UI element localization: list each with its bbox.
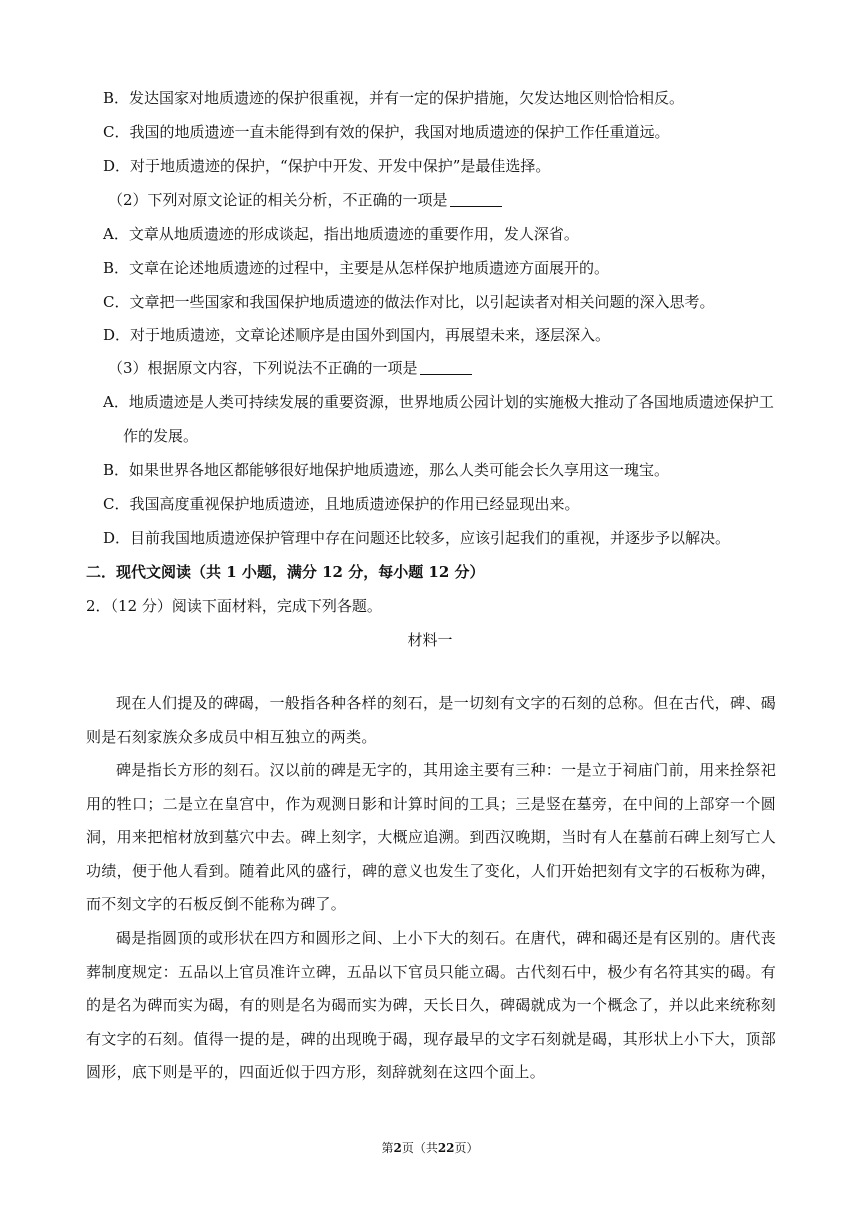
paragraph-2: 碑是指长方形的刻石。汉以前的碑是无字的，其用途主要有三种：一是立于祠庙门前，用来拴祭祀用的牲口；二是立在皇宫中，作为观测日影和计算时间的工具；三是竖在墓旁，在中间的上部穿一个圆洞，用来把棺材放到墓穴中去。碑上刻字，大概应追溯。到西汉晚期，当时有人在墓前石碑上刻写亡人功绩，便于他人看到。随着此风的盛行，碑的意义也发生了变化，人们开始把刻有文字的石板称为碑，而不刻文字的石板反倒不能称为碑了。: [86, 761, 776, 913]
q3-option-c: C．我国高度重视保护地质遗迹，且地质遗迹保护的作用已经显现出来。: [103, 495, 580, 513]
footer-middle: 页（共: [401, 1141, 438, 1155]
q2-stem: [108, 190, 502, 210]
footer-page-number: 2: [393, 1141, 402, 1155]
material-title: 材料一: [407, 631, 453, 649]
q1-option-d: D．对于地质遗迹的保护，“保护中开发、开发中保护”是最佳选择。: [103, 157, 551, 175]
section-heading: 二．现代文阅读（共 1 小题，满分 12 分，每小题 12 分）: [86, 563, 485, 581]
q3-stem: [108, 358, 472, 378]
q2-option-a: A．文章从地质遗迹的形成谈起，指出地质遗迹的重要作用，发人深省。: [103, 225, 579, 243]
q3-answer-blank: [420, 359, 472, 375]
q2-stem-text: （2）下列对原文论证的相关分析，不正确的一项是: [108, 191, 448, 209]
q3-stem-text: （3）根据原文内容，下列说法不正确的一项是: [108, 359, 418, 377]
paragraph-3: 碣是指圆顶的或形状在四方和圆形之间、上小下大的刻石。在唐代，碑和碣还是有区别的。唐代丧葬制度规定：五品以上官员准许立碑，五品以下官员只能立碣。古代刻石中，极少有名符其实的碣。有的是名为碑而实为碣，有的则是名为碣而实为碑，天长日久，碑碣就成为一个概念了，并以此来统称刻有文字的石刻。值得一提的是，碑的出现晚于碣，现存最早的文字石刻就是碣，其形状上小下大，顶部圆形，底下则是平的，四面近似于四方形，刻辞就刻在这四个面上。: [86, 929, 776, 1081]
footer-total-pages: 22: [437, 1141, 455, 1155]
q3-option-d: D．目前我国地质遗迹保护管理中存在问题还比较多，应该引起我们的重视，并逐步予以解决。: [103, 529, 731, 547]
q2-answer-blank: [450, 191, 502, 207]
q1-option-b: B．发达国家对地质遗迹的保护很重视，并有一定的保护措施，欠发达地区则恰恰相反。: [103, 89, 685, 107]
q3-option-a-line1: A．地质遗迹是人类可持续发展的重要资源，世界地质公园计划的实施极大推动了各国地质遗迹保护工: [103, 393, 774, 411]
footer-prefix: 第: [381, 1141, 394, 1155]
q2-option-c: C．文章把一些国家和我国保护地质遗迹的做法作对比，以引起读者对相关问题的深入思考。: [103, 293, 715, 311]
question-2-stem: 2．（12 分）阅读下面材料，完成下列各题。: [86, 597, 382, 615]
q2-option-b: B．文章在论述地质遗迹的过程中，主要是从怎样保护地质遗迹方面展开的。: [103, 259, 610, 277]
footer-suffix: 页）: [454, 1141, 479, 1155]
q3-option-a-line2: 作的发展。: [123, 427, 199, 445]
q1-option-c: C．我国的地质遗迹一直未能得到有效的保护，我国对地质遗迹的保护工作任重道远。: [103, 123, 670, 141]
q3-option-b: B．如果世界各地区都能够很好地保护地质遗迹，那么人类可能会长久享用这一瑰宝。: [103, 461, 670, 479]
q2-option-d: D．对于地质遗迹，文章论述顺序是由国外到国内，再展望未来，逐层深入。: [103, 326, 611, 344]
paragraph-1: 现在人们提及的碑碣，一般指各种各样的刻石，是一切刻有文字的石刻的总称。但在古代，碑、碣则是石刻家族众多成员中相互独立的两类。: [86, 694, 776, 746]
page-footer: [0, 1140, 860, 1156]
